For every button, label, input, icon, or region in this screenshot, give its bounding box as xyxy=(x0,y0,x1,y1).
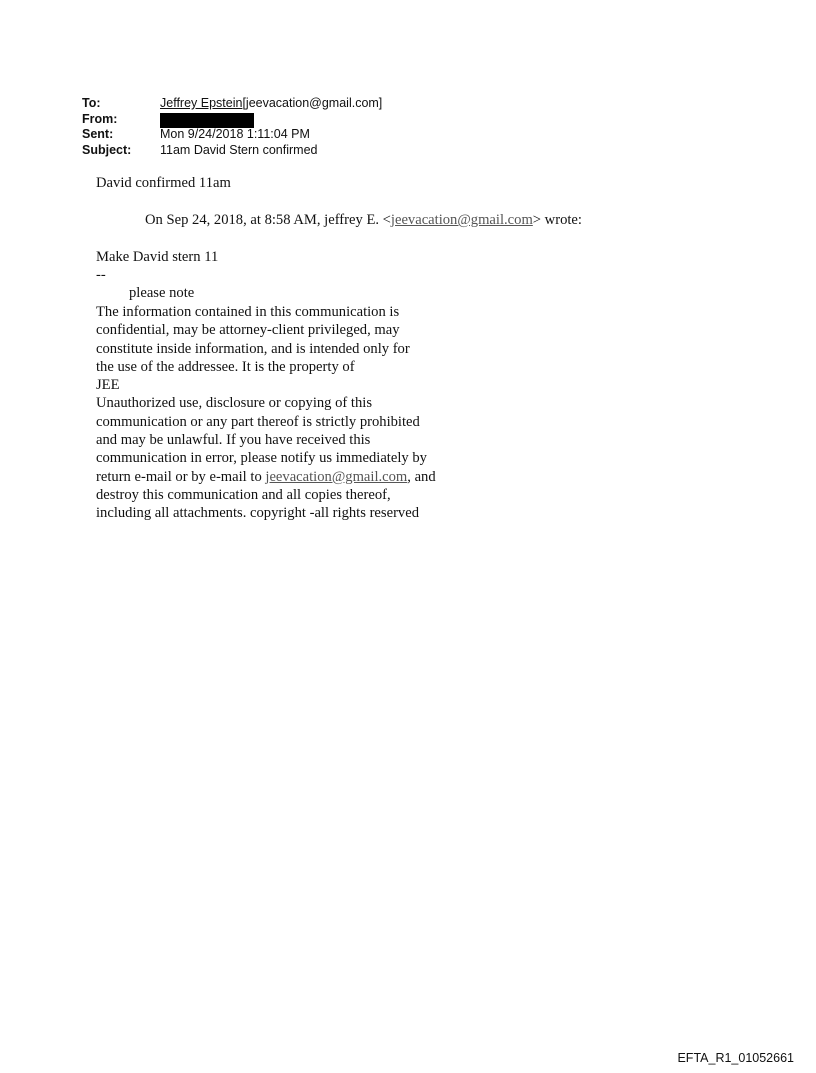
disclaimer-email-suffix: , and xyxy=(407,468,436,485)
to-row xyxy=(82,96,382,112)
subject-value: 11am David Stern confirmed xyxy=(160,142,318,157)
disclaimer-line: Unauthorized use, disclosure or copying of this xyxy=(96,395,373,412)
document-id: EFTA_R1_01052661 xyxy=(677,1051,794,1065)
disclaimer-line: destroy this communication and all copies thereof, xyxy=(96,486,391,503)
disclaimer xyxy=(96,303,436,523)
disclaimer-email-link[interactable]: jeevacation@gmail.com xyxy=(265,468,408,485)
quote-suffix: > wrote: xyxy=(532,212,582,228)
sent-row xyxy=(82,127,382,143)
to-value xyxy=(160,96,382,112)
message-text: Make David stern 11 xyxy=(96,249,219,265)
to-email: [jeevacation@gmail.com] xyxy=(242,96,383,110)
redaction-box xyxy=(160,113,254,128)
disclaimer-line: communication in error, please notify us immediately by xyxy=(96,450,427,467)
disclaimer-line: and may be unlawful. If you have received this xyxy=(96,432,371,449)
disclaimer-email-prefix: return e-mail or by e-mail to xyxy=(96,468,266,485)
subject-label: Subject: xyxy=(82,142,132,157)
to-label: To: xyxy=(82,96,101,110)
disclaimer-line: confidential, may be attorney-client privileged, may xyxy=(96,322,400,339)
sent-label: Sent: xyxy=(82,127,114,141)
disclaimer-email-line xyxy=(96,468,436,486)
disclaimer-line: including all attachments. copyright -all rights reserved xyxy=(96,505,419,522)
from-row xyxy=(82,112,382,128)
email-header xyxy=(82,96,382,158)
disclaimer-line: the use of the addressee. It is the property of xyxy=(96,358,355,375)
to-name: Jeffrey Epstein xyxy=(160,96,243,110)
sent-value: Mon 9/24/2018 1:11:04 PM xyxy=(160,127,310,141)
quote-prefix: On Sep 24, 2018, at 8:58 AM, jeffrey E. < xyxy=(145,212,391,228)
reply-line: David confirmed 11am xyxy=(96,175,231,191)
quote-email-link[interactable]: jeevacation@gmail.com xyxy=(390,212,533,228)
signature-separator: -- xyxy=(96,267,106,283)
quote-header xyxy=(145,211,582,229)
disclaimer-line: communication or any part thereof is strictly prohibited xyxy=(96,413,420,430)
disclaimer-line: constitute inside information, and is intended only for xyxy=(96,340,410,357)
subject-row xyxy=(82,143,382,159)
please-note: please note xyxy=(129,285,195,301)
disclaimer-line: JEE xyxy=(96,377,120,394)
disclaimer-line: The information contained in this communication is xyxy=(96,304,400,320)
from-label: From: xyxy=(82,111,118,126)
